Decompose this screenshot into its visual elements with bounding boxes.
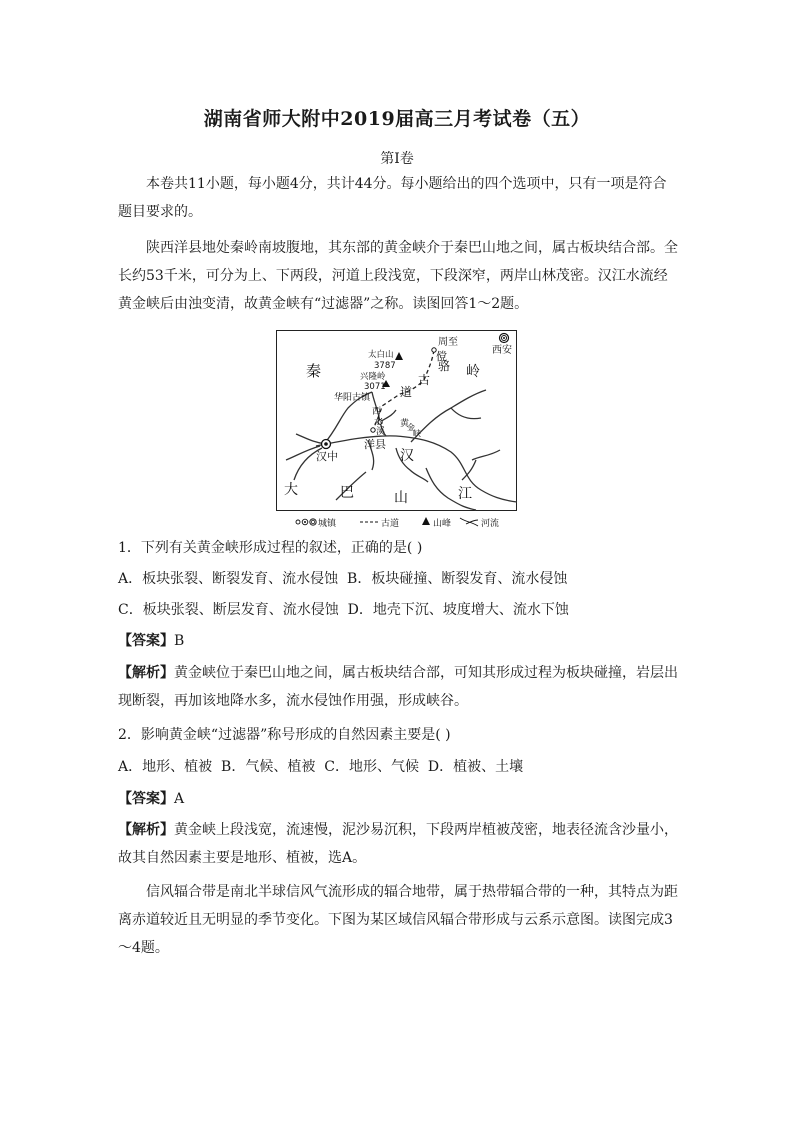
passage-itcz: 信风辐合带是南北半球信风气流形成的辐合地带，属于热带辐合带的一种，其特点为距离赤道较近且无明显的季节变化。下图为某区域信风辐合带形成与云系示意图。读图完成3～4题。: [118, 884, 678, 956]
label-shan: 山: [394, 490, 408, 506]
analysis-tag: 【解析】: [118, 822, 174, 838]
q1-option-d[interactable]: D．地壳下沉、坡度增大、流水下蚀: [347, 602, 569, 618]
legend-town: 城镇: [318, 519, 337, 529]
label-da: 大: [284, 482, 298, 498]
q1-stem: 1．下列有关黄金峡形成过程的叙述，正确的是( ): [118, 540, 423, 556]
label-jiang: 江: [458, 486, 472, 502]
answer-tag: 【答案】: [118, 633, 174, 649]
section-label: 第Ⅰ卷: [380, 151, 414, 167]
label-ba: 巴: [340, 485, 354, 501]
q1-analysis: [118, 659, 680, 715]
q2-stem: 2．影响黄金峡“过滤器”称号形成的自然因素主要是( ): [118, 727, 451, 743]
label-huayang: 华阳古镇: [334, 393, 371, 403]
legend-peak: 山峰: [433, 519, 452, 529]
label-yangxian: 洋县: [364, 438, 386, 451]
label-taibai: 太白山: [368, 350, 394, 360]
answer-tag: 【答案】: [118, 791, 174, 807]
label-luo: 骆: [438, 359, 451, 373]
q1-option-a[interactable]: A．板块张裂、断裂发育、流水侵蚀: [118, 571, 339, 587]
q2-answer-value: A: [174, 791, 185, 807]
instructions: 本卷共11小题，每小题4分，共计44分。每小题给出的四个选项中，只有一项是符合题目要求的。: [118, 176, 667, 220]
label-dao: 道: [400, 385, 413, 399]
legend-road: 古道: [381, 519, 400, 529]
q2-analysis-text: 黄金峡上段浅宽，流速慢，泥沙易沉积，下段两岸植被茂密，地表径流含沙量小，故其自然因素主要是地形、植被，选A。: [118, 822, 678, 866]
label-tang: 傥: [436, 350, 447, 363]
map-legend: [296, 517, 499, 529]
analysis-tag: 【解析】: [118, 665, 174, 681]
label-xi: 西: [372, 407, 382, 417]
huangjinxia-map: [276, 330, 518, 530]
q1-option-c[interactable]: C．板块张裂、断层发育、流水侵蚀: [118, 602, 339, 618]
q1-options-ab: [118, 565, 680, 593]
q1-analysis-text: 黄金峡位于秦巴山地之间，属古板块结合部，可知其形成过程为板块碰撞，岩层出现断裂，再加该地降水多，流水侵蚀作用强，形成峡谷。: [118, 665, 678, 709]
label-zhouzhi: 周至: [438, 337, 458, 348]
label-jin: 金: [407, 423, 415, 432]
q2-option-c[interactable]: C．地形、气候: [324, 759, 419, 775]
label-taibai-alt: 3787: [374, 361, 396, 371]
page-title: 湖南省师大附中2019届高三月考试卷（五）: [203, 108, 591, 130]
label-huang: 黄: [400, 419, 410, 429]
passage-huangjinxia: 陕西洋县地处秦岭南坡腹地，其东部的黄金峡介于秦巴山地之间，属古板块结合部。全长约53千米，可分为上、下两段，河道上段浅宽，下段深窄，两岸山林茂密。汉江水流经黄金峡后由浊变清，故黄金峡有“过滤器”之称。读图回答1～2题。: [118, 240, 678, 312]
label-gu: 古: [418, 373, 431, 387]
label-xian: 西安: [492, 345, 512, 356]
q2-option-d[interactable]: D．植被、土壤: [427, 759, 524, 775]
q2-option-b[interactable]: B．气候、植被: [221, 759, 316, 775]
q2-analysis: [118, 816, 680, 872]
q2-option-a[interactable]: A．地形、植被: [118, 759, 213, 775]
label-xinglong: 兴隆岭: [360, 372, 386, 382]
q1-options-cd: [118, 596, 680, 624]
label-hanzhong: 汉中: [316, 450, 338, 463]
q1-option-b[interactable]: B．板块碰撞、断裂发育、流水侵蚀: [347, 571, 568, 587]
label-xi2: 溪: [376, 427, 386, 437]
q1-answer: [118, 627, 680, 655]
legend-river: 河流: [481, 519, 500, 529]
label-qin: 秦: [306, 362, 322, 380]
q2-answer: [118, 785, 680, 813]
label-xia: 峡: [413, 429, 421, 438]
label-han: 汉: [400, 448, 414, 464]
q1-answer-value: B: [174, 633, 185, 649]
label-shui: 水: [374, 417, 384, 427]
label-ling: 岭: [466, 364, 480, 380]
label-xinglong-alt: 3071: [364, 382, 386, 392]
q2-options: [118, 753, 680, 781]
